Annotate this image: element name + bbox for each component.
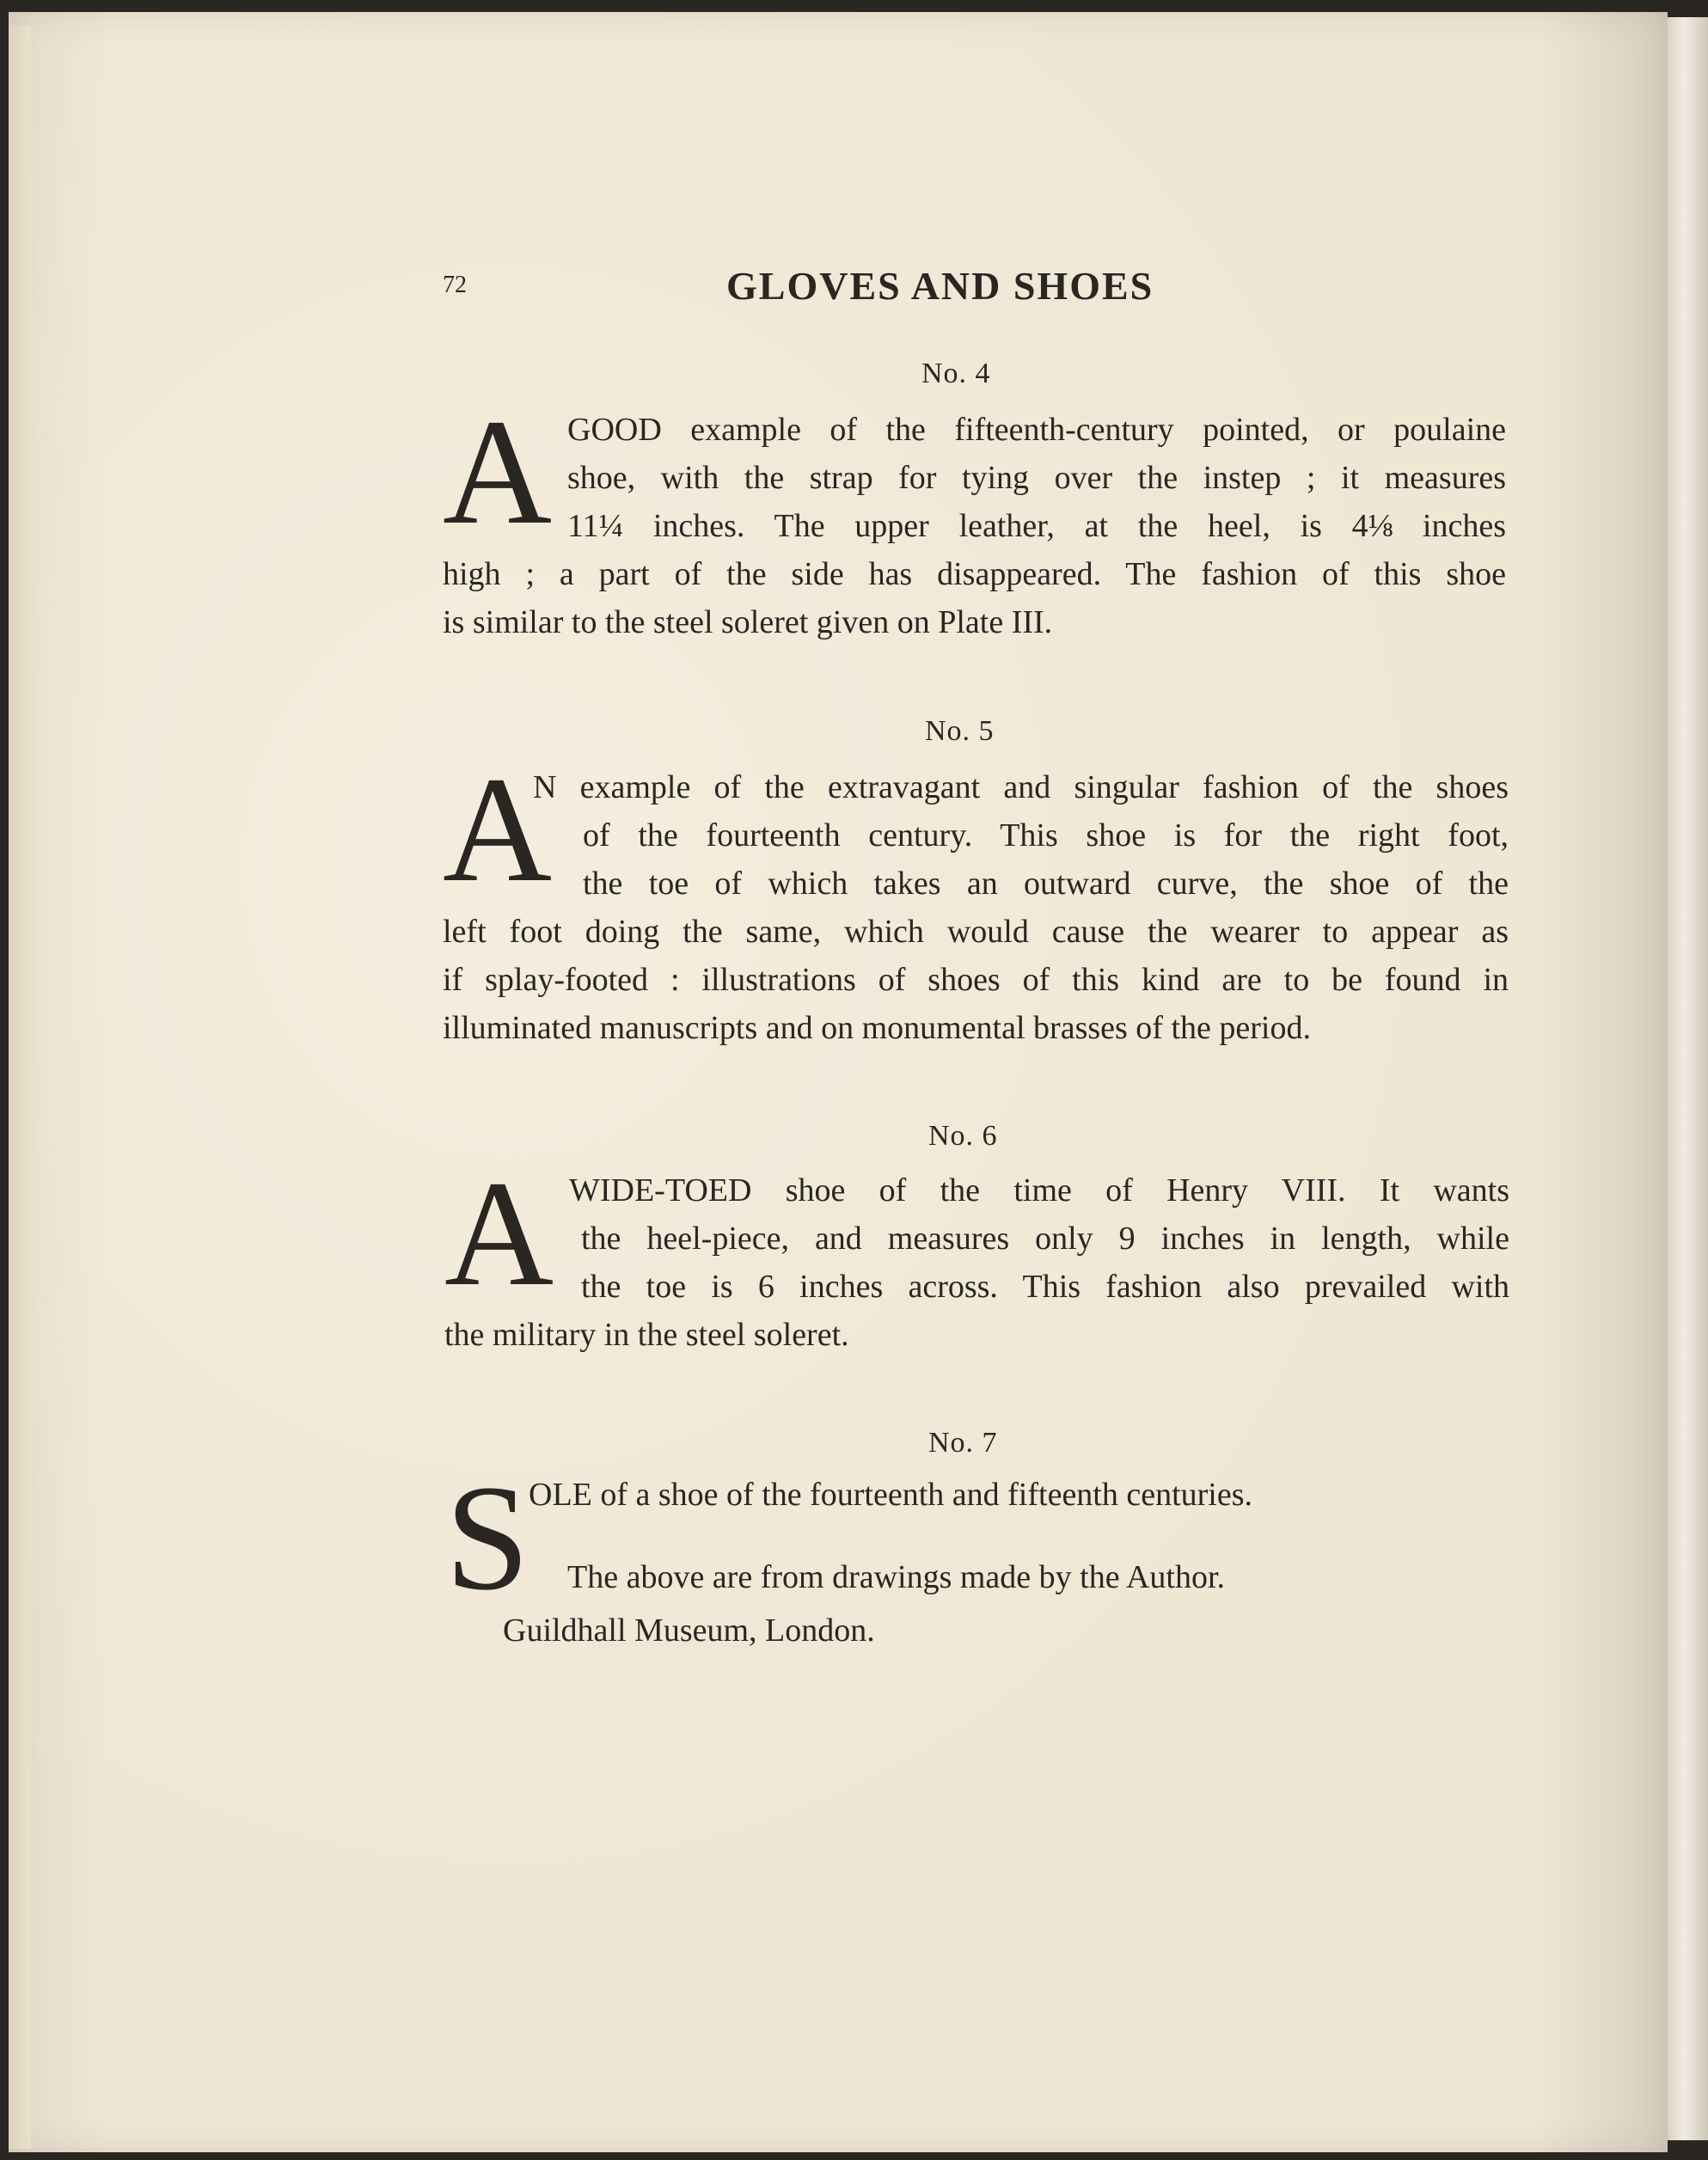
paragraph-line: WIDE-TOED shoe of the time of Henry VIII. It wants [569,1172,1509,1208]
lead-word: GOOD [567,412,662,448]
paragraph-line: of the fourteenth century. This shoe is for the right foot, [583,817,1509,854]
lead-word: OLE [529,1477,592,1513]
section-label-no-4: No. 4 [921,358,991,389]
paragraph-line: the heel-piece, and measures only 9 inches in length, while [581,1221,1509,1257]
page-number: 72 [443,272,467,298]
paragraph-line: shoe, with the strap for tying over the instep ; it measures [567,460,1506,496]
section-label-no-7: No. 7 [928,1427,998,1459]
paragraph-line: left foot doing the same, which would cause the wearer to appear as [443,914,1509,950]
paragraph-line: OLE of a shoe of the fourteenth and fifteenth centuries. [529,1477,1253,1513]
section-label-no-6: No. 6 [928,1120,998,1152]
paragraph-line: 11¼ inches. The upper leather, at the heel, is 4⅛ inches [567,508,1506,544]
paragraph-line: if splay-footed : illustrations of shoes of this kind are to be found in [443,962,1509,998]
paragraph-line: the toe is 6 inches across. This fashion also prevailed with [581,1269,1509,1305]
paragraph-line: the military in the steel soleret. [444,1317,849,1353]
running-title: GLOVES AND SHOES [726,264,1154,308]
gutter-shadow [9,26,31,2149]
location-line: Guildhall Museum, London. [503,1612,875,1649]
attribution-line: The above are from drawings made by the Author. [567,1559,1226,1595]
paragraph-line: is similar to the steel soleret given on Plate III. [443,604,1053,640]
paragraph-line: the toe of which takes an outward curve, the shoe of the [583,866,1509,902]
drop-cap-no-6: A [444,1150,554,1318]
drop-cap-no-7: S [445,1454,530,1622]
paragraph-line: GOOD example of the fifteenth-century pointed, or poulaine [567,412,1506,448]
lead-word: WIDE-TOED [569,1172,752,1208]
paragraph-line: N example of the extravagant and singular fashion of the shoes [533,769,1509,805]
section-label-no-5: No. 5 [925,715,995,747]
drop-cap-no-5: A [443,746,553,914]
paragraph-line: illuminated manuscripts and on monumental brasses of the period. [443,1010,1311,1046]
book-page [9,12,1668,2152]
facing-page-edge [1668,17,1708,2140]
paragraph-line: high ; a part of the side has disappeared. The fashion of this shoe [443,556,1506,592]
drop-cap-no-4: A [443,389,553,556]
